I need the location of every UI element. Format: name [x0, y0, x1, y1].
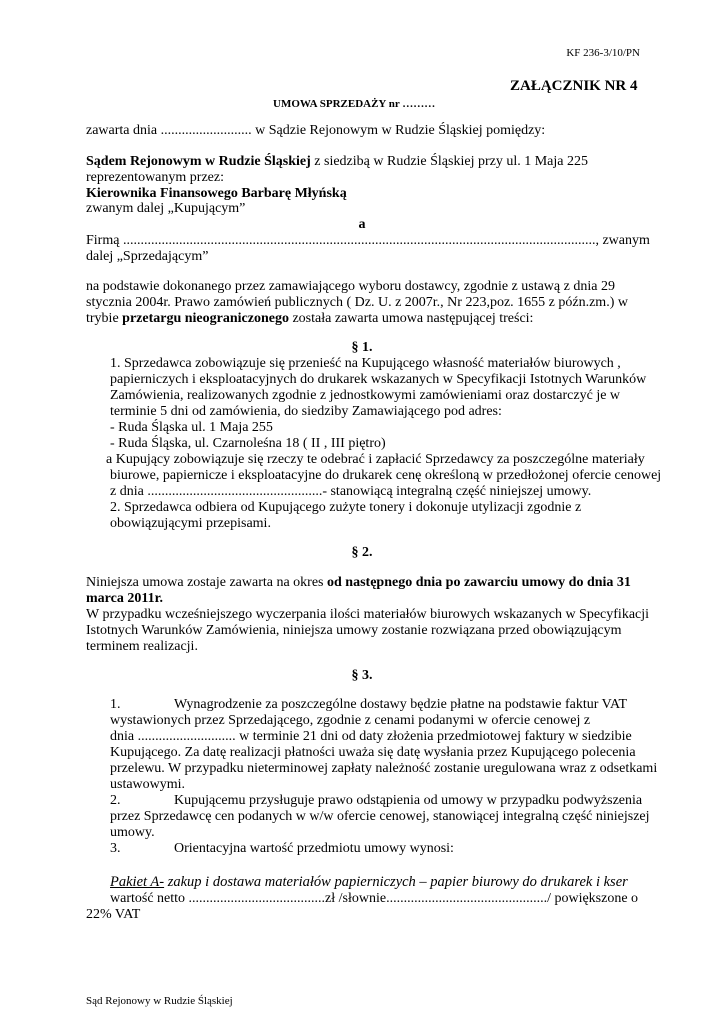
procedure-type: przetargu nieograniczonego — [122, 311, 289, 326]
section-2-line: W przypadku wcześniejszego wyczerpania ilości materiałów biurowych wskazanych w Specyfikacji — [86, 607, 650, 622]
package-a-description: zakup i dostawa materiałów papierniczych – papier biurowy do drukarek i kser — [164, 874, 628, 890]
section-1-line: obowiązującymi przepisami. — [110, 516, 271, 531]
section-3-line: przez Sprzedawcę cen podanych w w/w ofercie cenowej, stanowiącej integralną część niniejszej — [110, 809, 650, 824]
intro-line: zawarta dnia .......................... w Sądzie Rejonowym w Rudzie Śląskiej pomiędzy: — [86, 123, 546, 138]
section-3-line: wystawionych przez Sprzedającego, zgodnie z cenami podanymi w ofercie cenowej z — [110, 713, 591, 728]
contract-period: od następnego dnia po zawarciu umowy do dnia 31 — [327, 575, 631, 590]
address-item: - Ruda Śląska, ul. Czarnoleśna 18 ( II , III piętro) — [110, 436, 386, 451]
buyer-seat: z siedzibą w Rudzie Śląskiej przy ul. 1 Maja 225 — [310, 154, 588, 169]
section-1-heading: § 1. — [351, 340, 373, 355]
section-2-line: Istotnych Warunków Zamówienia, niniejsza umowy zostanie rozwiązana przed obowiązującym — [86, 623, 622, 638]
buyer-line — [86, 154, 588, 171]
section-1-line: papierniczych i eksploatacyjnych do drukarek wskazanych w Specyfikacji Istotnych Warunków — [110, 372, 647, 387]
and-separator: a — [358, 217, 366, 232]
item-number: 2. — [110, 793, 121, 808]
section-2-line: terminem realizacji. — [86, 639, 198, 654]
section-2-line: Niniejsza umowa zostaje zawarta na okres od następnego dnia po zawarciu umowy do dnia 31 — [86, 575, 631, 590]
package-a-value: wartość netto .......................................zł /słownie............................................../ powiększone o — [110, 891, 639, 906]
section-3-line: ustawowymi. — [110, 777, 186, 792]
document-reference: KF 236-3/10/PN — [566, 47, 640, 59]
buyer-represented: reprezentowanym przez: — [86, 170, 224, 185]
contract-end-date: marca 2011r. — [86, 591, 163, 606]
buyer-called: zwanym dalej „Kupującym” — [86, 201, 246, 216]
section-1-line: Zamówienia, realizowanych zgodnie z jednostkowymi zamówieniami oraz dostarczyć je w — [110, 388, 621, 403]
seller-line-1: Firmą ......................................................................................................................................., zwanym — [86, 233, 650, 248]
annex-number: ZAŁĄCZNIK NR 4 — [510, 78, 638, 94]
section-3-line: przelewu. W przypadku nieterminowej zapłaty należność zostanie uregulowana wraz z odsetkami — [110, 761, 658, 776]
basis-line-2: stycznia 2004r. Prawo zamówień publicznych ( Dz. U. z 2007r., Nr 223,poz. 1655 z późn.zm.) w — [86, 295, 628, 310]
item-number: 1. — [110, 697, 121, 712]
package-a-line — [110, 874, 628, 891]
page-footer: Sąd Rejonowy w Rudzie Śląskiej — [86, 995, 233, 1007]
address-item: - Ruda Śląska ul. 1 Maja 255 — [110, 420, 273, 435]
section-3-line: dnia ............................ w terminie 21 dni od daty złożenia przedmiotowej faktury w siedzibie — [110, 729, 632, 744]
basis-line-3: trybie przetargu nieograniczonego została zawarta umowa następującej treści: — [86, 311, 534, 326]
section-1-line: biurowe, papiernicze i eksploatacyjne do drukarek cenę określoną w przedłożonej ofercie cenowej — [110, 468, 662, 483]
buyer-representative: Kierownika Finansowego Barbarę Młyńską — [86, 186, 347, 201]
section-1-line: 1. Sprzedawca zobowiązuje się przenieść na Kupującego własność materiałów biurowych , — [110, 356, 621, 371]
section-1-line: z dnia ..................................................- stanowiącą integralną część niniejszej umowy. — [110, 484, 592, 499]
package-a-vat: 22% VAT — [86, 907, 141, 922]
basis-line-1: na podstawie dokonanego przez zamawiającego wyboru dostawcy, zgodnie z ustawą z dnia 29 — [86, 279, 615, 294]
section-2-heading: § 2. — [351, 545, 373, 560]
section-1-line: 2. Sprzedawca odbiera od Kupującego zużyte tonery i dokonuje utylizacji zgodnie z — [110, 500, 582, 515]
item-number: 3. — [110, 841, 121, 856]
section-3-line: Kupującemu przysługuje prawo odstąpienia od umowy w przypadku podwyższenia — [174, 793, 643, 808]
section-1-line: a Kupujący zobowiązuje się rzeczy te odebrać i zapłacić Sprzedawcy za poszczególne materiały — [106, 452, 645, 467]
section-1-line: terminie 5 dni od zamówienia, do siedziby Zamawiającego pod adres: — [110, 404, 502, 419]
section-3-line: Kupującego. Za datę realizacji płatności uważa się datę wysłania przez Kupującego polecenia — [110, 745, 636, 760]
section-3-line: umowy. — [110, 825, 155, 840]
seller-line-2: dalej „Sprzedającym” — [86, 249, 209, 264]
contract-title: UMOWA SPRZEDAŻY nr ……… — [273, 98, 436, 110]
buyer-name: Sądem Rejonowym w Rudzie Śląskiej — [86, 154, 311, 169]
package-a-label: Pakiet A- — [110, 874, 165, 890]
section-3-line: Orientacyjna wartość przedmiotu umowy wynosi: — [174, 841, 454, 856]
section-3-line: Wynagrodzenie za poszczególne dostawy będzie płatne na podstawie faktur VAT — [174, 697, 628, 712]
section-3-heading: § 3. — [351, 668, 373, 683]
